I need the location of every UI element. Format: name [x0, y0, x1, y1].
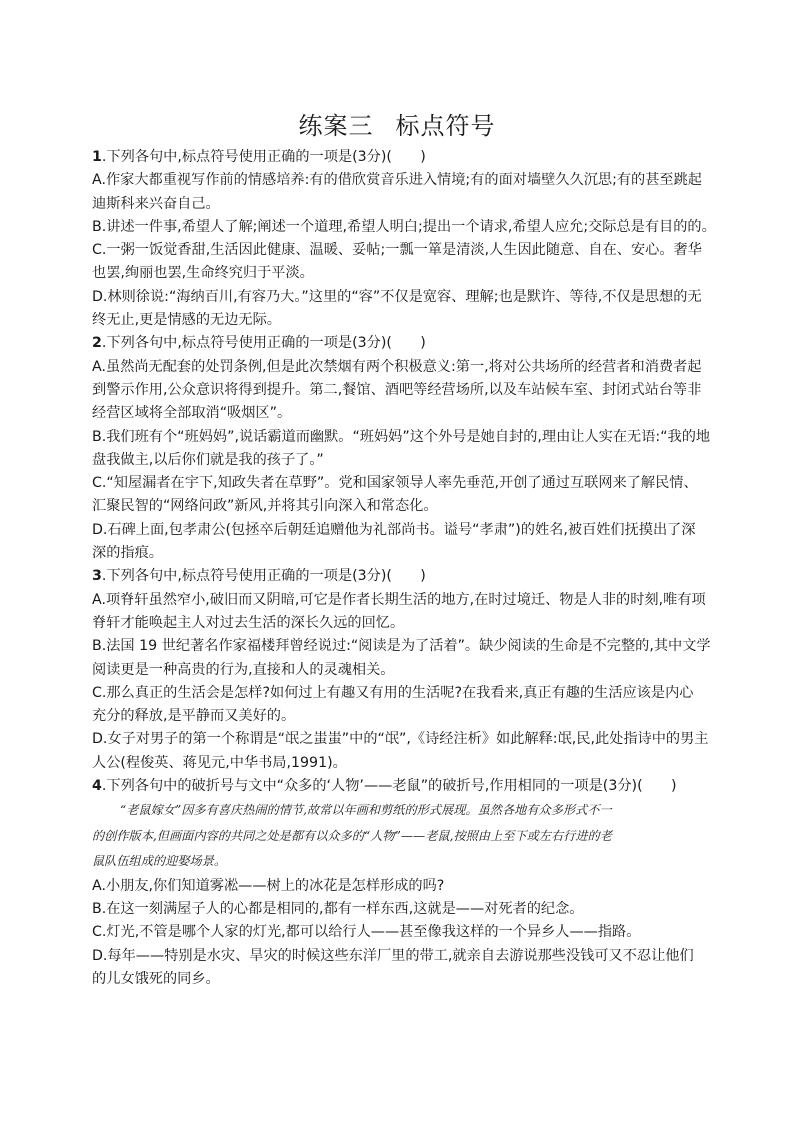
- question-2-line: A.虽然尚无配套的处罚条例,但是此次禁烟有两个积极意义:第一,将对公共场所的经营者和消费者起: [92, 358, 702, 375]
- question-1-line: 迪斯科来兴奋自己。: [92, 195, 220, 212]
- question-3-line: B.法国 19 世纪著名作家福楼拜曾经说过:“阅读是为了活着”。缺少阅读的生命是不完整的,其中文学: [92, 638, 711, 655]
- question-4-line: C.灯光,不管是哪个人家的灯光,都可以给行人——甚至像我这样的一个异乡人——指路。: [92, 924, 641, 941]
- title-part-2: 标点符号: [395, 112, 496, 140]
- question-2-line: 经营区域将全部取消“吸烟区”。: [92, 405, 292, 422]
- question-4-line: 的儿女饿死的同乡。: [92, 971, 220, 987]
- question-2-line: C.“知屋漏者在宇下,知政失者在草野”。党和国家领导人率先垂范,开创了通过互联网来了解民情、: [92, 475, 698, 492]
- question-1-line: C.一粥一饭觉香甜,生活因此健康、温暖、妥帖;一瓢一箪是清淡,人生因此随意、自在、安心。奢华: [92, 242, 702, 259]
- question-4-stem: 4.下列各句中的破折号与文中“众多的‘人物’——老鼠”的破折号,作用相同的一项是(3分)( ): [92, 778, 677, 795]
- questions-body: [92, 146, 714, 991]
- question-3-line: C.那么真正的生活会是怎样?如何过上有趣又有用的生活呢?在我看来,真正有趣的生活应该是内心: [92, 684, 694, 701]
- title-part-1: 练案三: [298, 112, 374, 140]
- question-3-stem: 3.下列各句中,标点符号使用正确的一项是(3分)( ): [92, 568, 426, 585]
- question-1: [92, 146, 714, 332]
- question-4: [92, 775, 714, 991]
- question-4-line: B.在这一刻满屋子人的心都是相同的,都有一样东西,这就是——对死者的纪念。: [92, 901, 584, 918]
- question-2-line: B.我们班有个“班妈妈”,说话霸道而幽默。“班妈妈”这个外号是她自封的,理由让人实在无语:“我的地: [92, 428, 711, 445]
- question-1-line: 也罢,绚丽也罢,生命终究归于平淡。: [92, 265, 314, 282]
- page-title: [0, 106, 794, 141]
- question-2-line: 汇聚民智的“网络问政”新风,并将其引向深入和常态化。: [92, 498, 438, 515]
- question-1-stem: 1.下列各句中,标点符号使用正确的一项是(3分)( ): [92, 149, 426, 165]
- question-3-line: A.项脊轩虽然窄小,破旧而又阴暗,可它是作者长期生活的地方,在时过境迁、物是人非的时刻,唯有项: [92, 591, 706, 608]
- question-1-line: D.林则徐说:“海纳百川,有容乃大。”这里的“容”不仅是宽容、理解;也是默许、等待,不仅是思想的无: [92, 288, 702, 305]
- question-2-number: 2: [92, 335, 102, 352]
- question-3-number: 3: [92, 568, 102, 585]
- question-1-line: B.讲述一件事,希望人了解;阐述一个道理,希望人明白;提出一个请求,希望人应允;交际总是有目的的。: [92, 218, 716, 235]
- question-3: [92, 565, 714, 775]
- question-1-line: 终无止,更是情感的无边无际。: [92, 312, 281, 329]
- question-2: [92, 332, 714, 565]
- question-2-line: D.石碑上面,包孝肃公(包拯卒后朝廷追赠他为礼部尚书。谥号“孝肃”)的姓名,被百姓们抚摸出了深: [92, 521, 696, 538]
- question-3-line: 脊轩才能唤起主人对过去生活的深长久远的回忆。: [92, 614, 405, 631]
- question-1-line: A.作家大都重视写作前的情感培养:有的借欣赏音乐进入情境;有的面对墙壁久久沉思;有的甚至跳起: [92, 172, 702, 189]
- question-2-line: 盘我做主,以后你们就是我的孩子了。”: [92, 451, 324, 468]
- question-2-stem: 2.下列各句中,标点符号使用正确的一项是(3分)( ): [92, 335, 426, 352]
- passage-line: 鼠队伍组成的迎娶场景。: [92, 854, 227, 869]
- question-4-line: A.小朋友,你们知道雾凇——树上的冰花是怎样形成的吗?: [92, 877, 445, 894]
- question-3-line: D.女子对男子的第一个称谓是“氓之蚩蚩”中的“氓”,《诗经注析》如此解释:氓,民,此处指诗中的男主: [92, 731, 709, 748]
- question-4-line: D.每年——特别是水灾、旱灾的时候这些东洋厂里的带工,就亲自去游说那些没钱可又不忍让他们: [92, 947, 694, 964]
- question-3-line: 充分的释放,是平静而又美好的。: [92, 708, 296, 725]
- question-3-line: 人公(程俊英、蒋见元,中华书局,1991)。: [92, 754, 347, 771]
- question-3-line: 阅读更是一种高贵的行为,直接和人的灵魂相关。: [92, 661, 395, 678]
- passage-line: 的创作版本,但画面内容的共同之处是都有以众多的“人物”——老鼠,按照由上至下或左右行进的老: [92, 828, 612, 843]
- question-1-number: 1: [92, 149, 102, 165]
- question-2-line: 到警示作用,公众意识将得到提升。第二,餐馆、酒吧等经营场所,以及车站候车室、封闭式站台等非: [92, 381, 702, 398]
- question-4-passage: [92, 798, 714, 875]
- question-4-number: 4: [92, 778, 102, 795]
- question-2-line: 深的指痕。: [92, 545, 163, 562]
- passage-line: “老鼠嫁女”因多有喜庆热闹的情节,故常以年画和剪纸的形式展现。虽然各地有众多形式不一: [120, 803, 612, 818]
